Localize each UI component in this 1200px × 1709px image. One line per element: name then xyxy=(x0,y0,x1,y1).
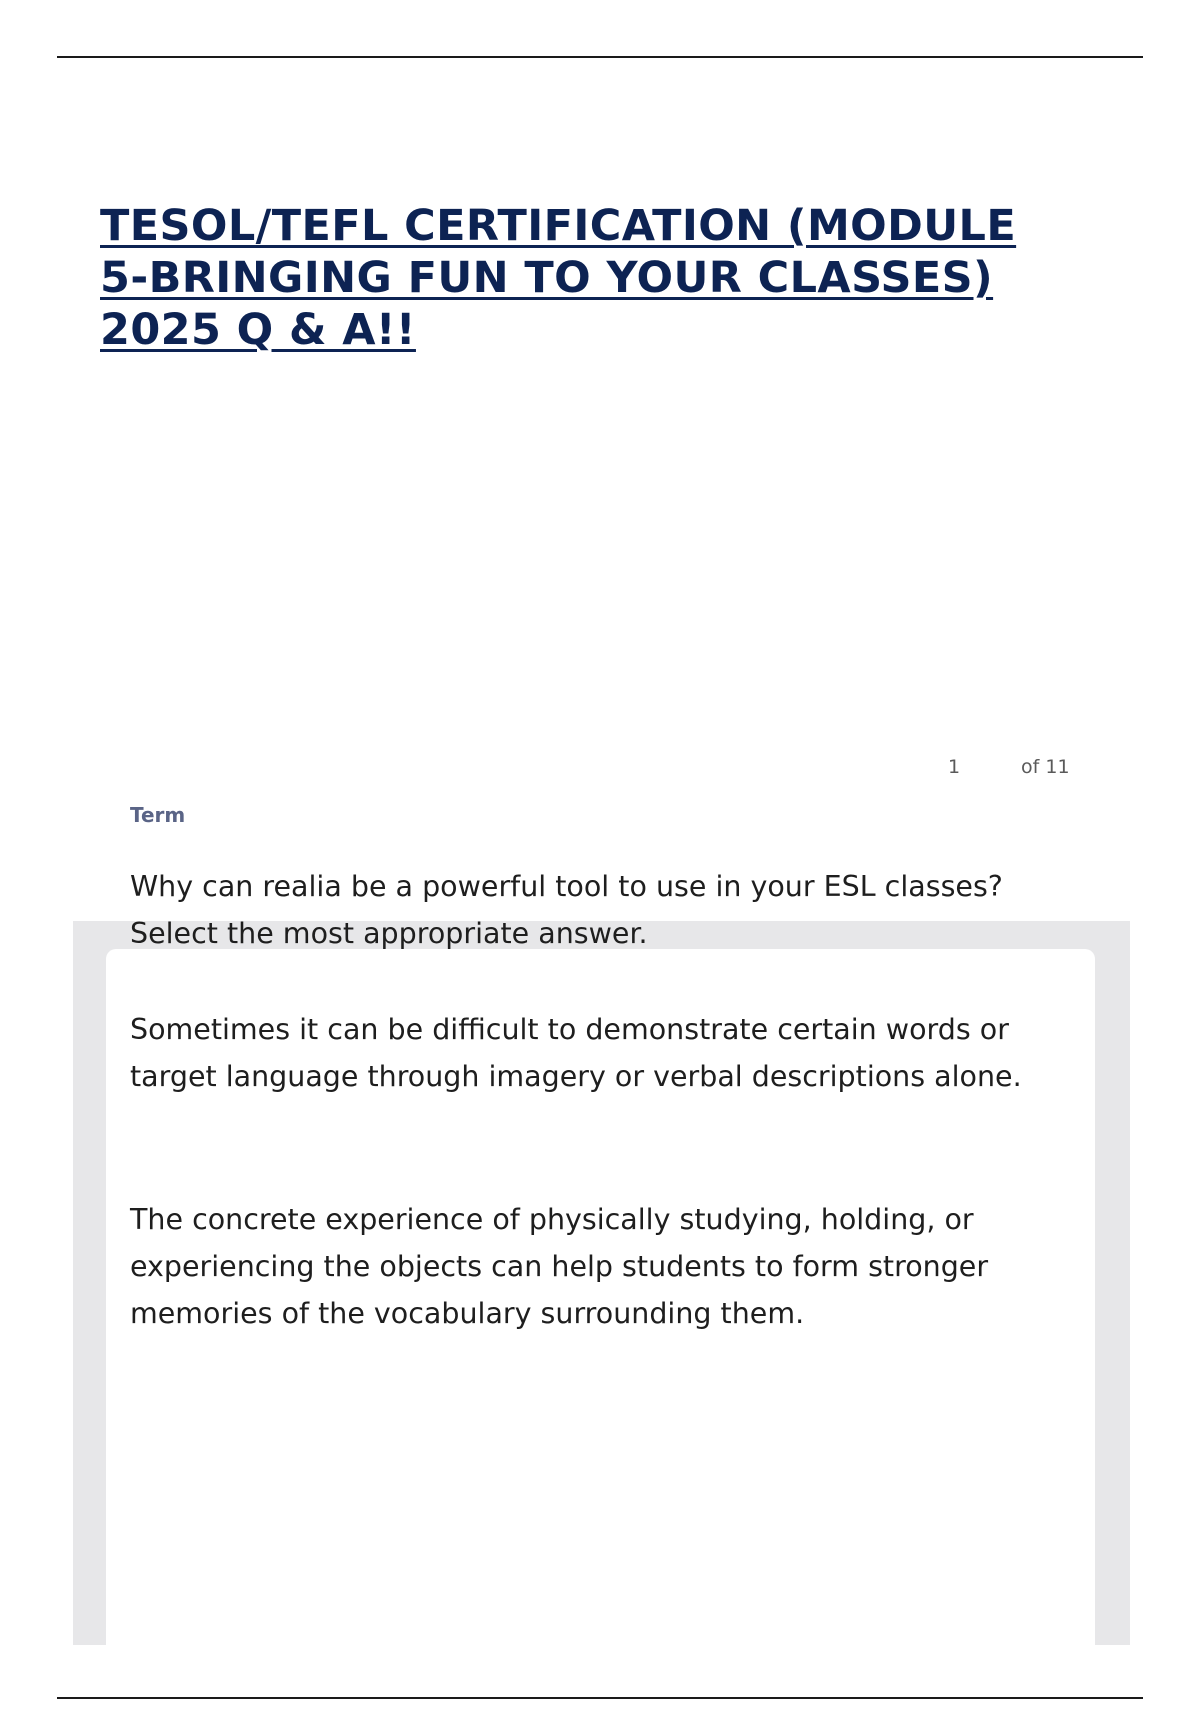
page-current-number: 1 xyxy=(948,756,961,778)
definition-paragraph-2: The concrete experience of physically studying, holding, or experiencing the objects can help students to form stronger memories of the vocabulary surrounding them. xyxy=(130,1203,989,1330)
document-title xyxy=(100,200,1100,356)
title-line-1: TESOL/TEFL CERTIFICATION (MODULE xyxy=(100,201,1017,251)
title-line-2: 5-BRINGING FUN TO YOUR CLASSES) xyxy=(100,253,994,303)
definition-paragraph-1: Sometimes it can be difficult to demonstrate certain words or target language through imagery or verbal descriptions alone. xyxy=(130,1013,1022,1093)
page-total-count: of 11 xyxy=(1021,756,1070,778)
footer-rule xyxy=(57,1697,1143,1699)
term-question: Why can realia be a powerful tool to use in your ESL classes? Select the most appropriate answer. xyxy=(130,870,1003,950)
title-line-3: 2025 Q & A!! xyxy=(100,305,416,355)
header-rule xyxy=(57,56,1143,58)
term-label: Term xyxy=(130,803,186,827)
